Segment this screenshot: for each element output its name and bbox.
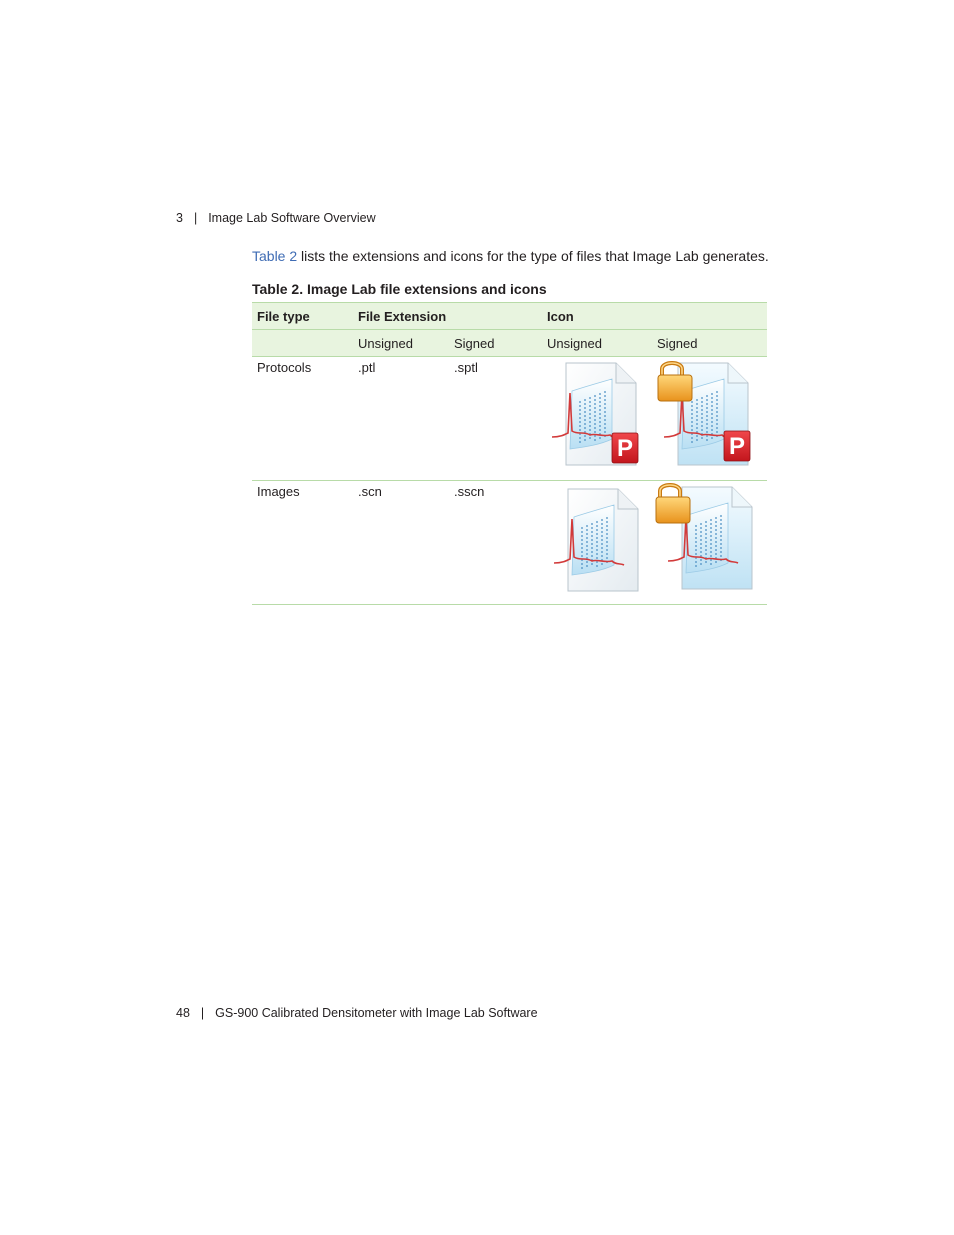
badge-letter: P	[729, 433, 746, 460]
protocol-badge-icon	[612, 433, 638, 463]
subheader-icon-unsigned: Unsigned	[542, 330, 652, 357]
table-cross-reference-link[interactable]: Table 2	[252, 248, 298, 264]
row-signed-icon-cell	[652, 357, 767, 481]
signed-image-file-icon	[652, 483, 760, 595]
signed-protocol-file-icon	[652, 359, 760, 469]
intro-paragraph	[252, 248, 769, 264]
row-unsigned-extension: .ptl	[353, 357, 449, 481]
subheader-ext-signed: Signed	[449, 330, 542, 357]
badge-letter: P	[617, 435, 634, 462]
page-number: 48	[176, 1006, 190, 1020]
row-signed-extension: .sscn	[449, 481, 542, 605]
table-header-row	[252, 303, 767, 330]
subheader-icon-signed: Signed	[652, 330, 767, 357]
table-subheader-row	[252, 330, 767, 357]
file-extensions-table	[252, 302, 767, 605]
protocol-file-icon	[542, 359, 646, 469]
book-title: GS-900 Calibrated Densitometer with Image Lab Software	[215, 1006, 538, 1020]
header-file-extension: File Extension	[353, 303, 542, 330]
image-file-icon	[542, 483, 646, 595]
row-unsigned-icon-cell	[542, 357, 652, 481]
table-row	[252, 357, 767, 481]
table-row	[252, 481, 767, 605]
running-footer	[176, 1006, 538, 1020]
table-caption: Table 2. Image Lab file extensions and icons	[252, 281, 547, 297]
footer-separator: |	[200, 1006, 205, 1020]
running-header	[176, 211, 376, 225]
row-unsigned-icon-cell	[542, 481, 652, 605]
row-file-type: Protocols	[252, 357, 353, 481]
row-signed-icon-cell	[652, 481, 767, 605]
subheader-ext-unsigned: Unsigned	[353, 330, 449, 357]
chapter-title: Image Lab Software Overview	[208, 211, 376, 225]
header-icon: Icon	[542, 303, 767, 330]
header-separator: |	[193, 211, 198, 225]
row-unsigned-extension: .scn	[353, 481, 449, 605]
subheader-empty	[252, 330, 353, 357]
protocol-badge-icon	[724, 431, 750, 461]
chapter-number: 3	[176, 211, 183, 225]
row-signed-extension: .sptl	[449, 357, 542, 481]
row-file-type: Images	[252, 481, 353, 605]
intro-text: lists the extensions and icons for the type of files that Image Lab generates.	[297, 248, 769, 264]
header-file-type: File type	[252, 303, 353, 330]
